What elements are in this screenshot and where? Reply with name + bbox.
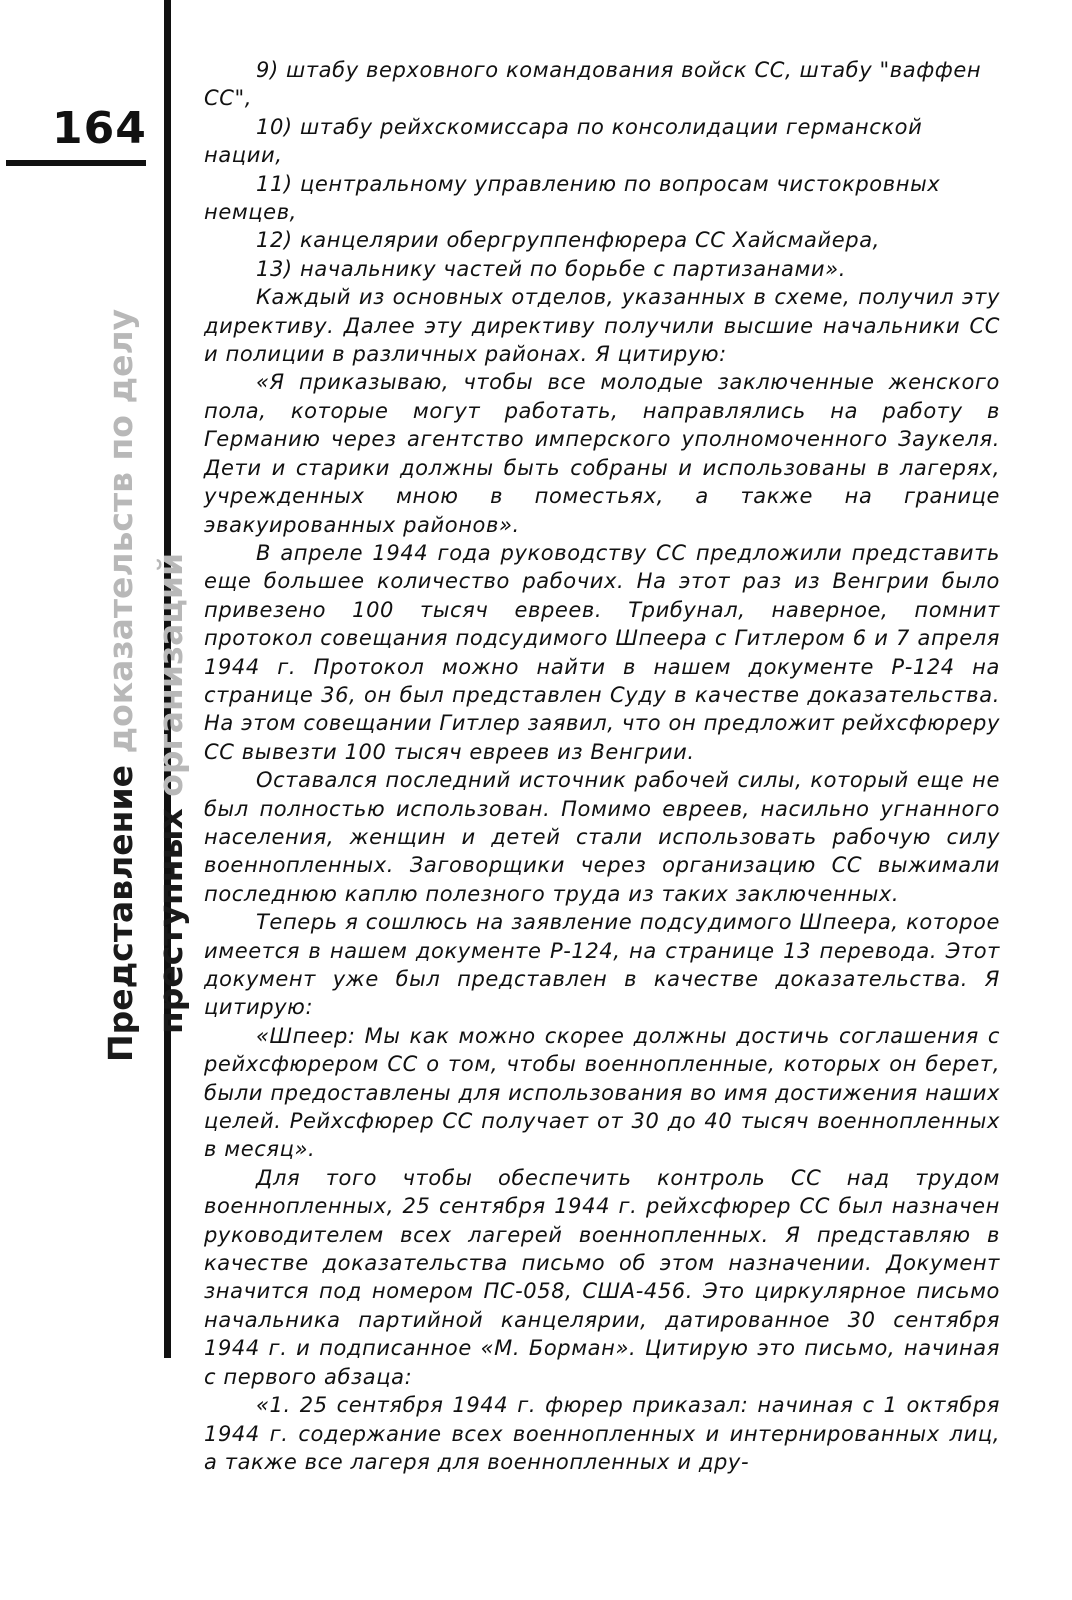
- running-head-line-2: [146, 162, 196, 1062]
- running-head-line-1: [96, 162, 146, 1062]
- quote-paragraph: «1. 25 сентября 1944 г. фюрер приказал: начиная с 1 октября 1944 г. содержание всех военнопленных и интернированных лиц, а также все лагеря для военнопленных и дру-: [204, 1393, 1000, 1474]
- running-head: [96, 162, 196, 1062]
- quote-paragraph: «Я приказываю, чтобы все молодые заключенные женского пола, которые могут работать, направлялись на работу в Германию через агентство имперского уполномоченного Заукеля. Дети и старики должны быть собраны и использованы в лагерях, учрежденных мною в поместьях, а также на границе эвакуированных районов».: [204, 370, 1000, 537]
- paragraph: Оставался последний источник рабочей силы, который еще не был полностью использован. Помимо евреев, насильно угнанного населения, женщин и детей стали использовать рабочую силу военнопленных. Заговорщики через организацию СС выжимали последнюю каплю полезного труда из таких заключенных.: [204, 768, 1000, 906]
- list-item-12: 12) канцелярии обергруппенфюрера СС Хайсмайера,: [256, 228, 880, 253]
- list-item-11: 11) центральному управлению по вопросам чистокровных немцев,: [204, 171, 941, 225]
- paragraph: Для того чтобы обеспечить контроль СС над трудом военнопленных, 25 сентября 1944 г. рейхсфюрер СС был назначен руководителем всех лагерей военнопленных. Я представляю в качестве доказательства письмо об этом назначении. Документ значится под номером ПС-058, США-456. Это циркулярное письмо начальника партийной канцелярии, датированное 30 сентября 1944 г. и подписанное «М. Борман». Цитирую это письмо, начиная с первого абзаца:: [204, 1165, 1000, 1389]
- page-number: 164: [52, 103, 147, 154]
- quote-paragraph: «Шпеер: Мы как можно скорее должны достичь соглашения с рейхсфюрером СС о том, чтобы военнопленные, которых он берет, были предоставлены для использования во имя достижения наших целей. Рейхсфюрер СС получает от 30 до 40 тысяч военнопленных в месяц».: [204, 1023, 1000, 1162]
- body-text: [204, 56, 1000, 1476]
- paragraph: Теперь я сошлюсь на заявление подсудимого Шпеера, которое имеется в нашем документе Р-124, на странице 13 перевода. Этот документ уже был представлен в качестве доказательства. Я цитирую:: [204, 910, 1000, 1020]
- running-head-dark-2: преступных: [151, 808, 190, 1034]
- list-item-10: 10) штабу рейхскомиссара по консолидации германской нации,: [204, 114, 923, 168]
- list-item-9: 9) штабу верховного командования войск СС, штабу "ваффен СС",: [204, 58, 982, 111]
- paragraph: В апреле 1944 года руководству СС предложили представить еще большее количество рабочих. На этот раз из Венгрии было привезено 100 тысяч евреев. Трибунал, наверное, помнит протокол совещания подсудимого Шпеера с Гитлером 6 и 7 апреля 1944 г. Протокол можно найти в нашем документе Р-124 на странице 36, он был представлен Суду в качестве доказательства. На этом совещании Гитлер заявил, что он предложит рейхсфюреру СС вывезти 100 тысяч евреев из Венгрии.: [204, 540, 1000, 764]
- list-item-13: 13) начальнику частей по борьбе с партизанами».: [256, 256, 847, 281]
- running-head-light-1: доказательств по делу: [101, 308, 140, 766]
- running-head-dark-1: Представление: [101, 765, 140, 1062]
- paragraph: Каждый из основных отделов, указанных в схеме, получил эту директиву. Далее эту директиву получили высшие начальники СС и полиции в различных районах. Я цитирую:: [204, 285, 1000, 367]
- running-head-light-2: организаций: [151, 552, 190, 809]
